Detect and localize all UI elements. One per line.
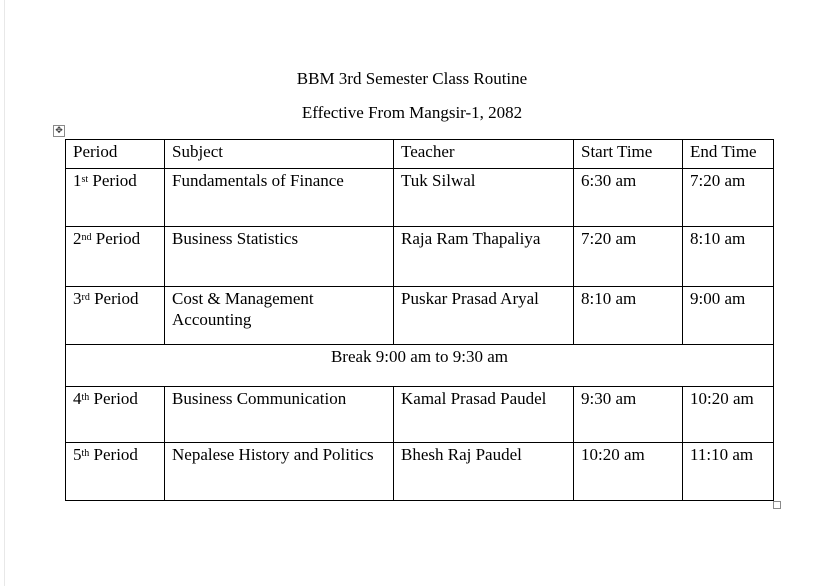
header-start-time: Start Time [574,140,683,169]
table-row [66,387,774,443]
period-cell: 1st Period [66,169,165,227]
table-row [66,227,774,287]
header-teacher: Teacher [394,140,574,169]
table-resize-handle-icon[interactable] [773,501,781,509]
subject-cell: Business Statistics [165,227,394,287]
start-time-cell: 6:30 am [574,169,683,227]
table-row [66,287,774,345]
subject-cell: Nepalese History and Politics [165,443,394,501]
teacher-cell: Bhesh Raj Paudel [394,443,574,501]
break-cell: Break 9:00 am to 9:30 am [66,345,774,387]
period-cell: 5th Period [66,443,165,501]
table-row [66,443,774,501]
end-time-cell: 9:00 am [683,287,774,345]
class-routine-table [65,139,774,501]
start-time-cell: 8:10 am [574,287,683,345]
end-time-cell: 10:20 am [683,387,774,443]
teacher-cell: Puskar Prasad Aryal [394,287,574,345]
teacher-cell: Raja Ram Thapaliya [394,227,574,287]
period-cell: 2nd Period [66,227,165,287]
table-row [66,169,774,227]
subject-cell: Cost & Management Accounting [165,287,394,345]
start-time-cell: 9:30 am [574,387,683,443]
subject-cell: Business Communication [165,387,394,443]
header-subject: Subject [165,140,394,169]
document-subtitle: Effective From Mangsir-1, 2082 [301,103,523,122]
period-cell: 4th Period [66,387,165,443]
table-header-row [66,140,774,169]
start-time-cell: 7:20 am [574,227,683,287]
teacher-cell: Tuk Silwal [394,169,574,227]
header-period: Period [66,140,165,169]
header-end-time: End Time [683,140,774,169]
document-title: BBM 3rd Semester Class Routine [296,69,528,88]
end-time-cell: 8:10 am [683,227,774,287]
end-time-cell: 11:10 am [683,443,774,501]
table-move-handle-icon[interactable]: ✥ [53,125,65,137]
break-row [66,345,774,387]
period-cell: 3rd Period [66,287,165,345]
start-time-cell: 10:20 am [574,443,683,501]
subject-cell: Fundamentals of Finance [165,169,394,227]
end-time-cell: 7:20 am [683,169,774,227]
teacher-cell: Kamal Prasad Paudel [394,387,574,443]
